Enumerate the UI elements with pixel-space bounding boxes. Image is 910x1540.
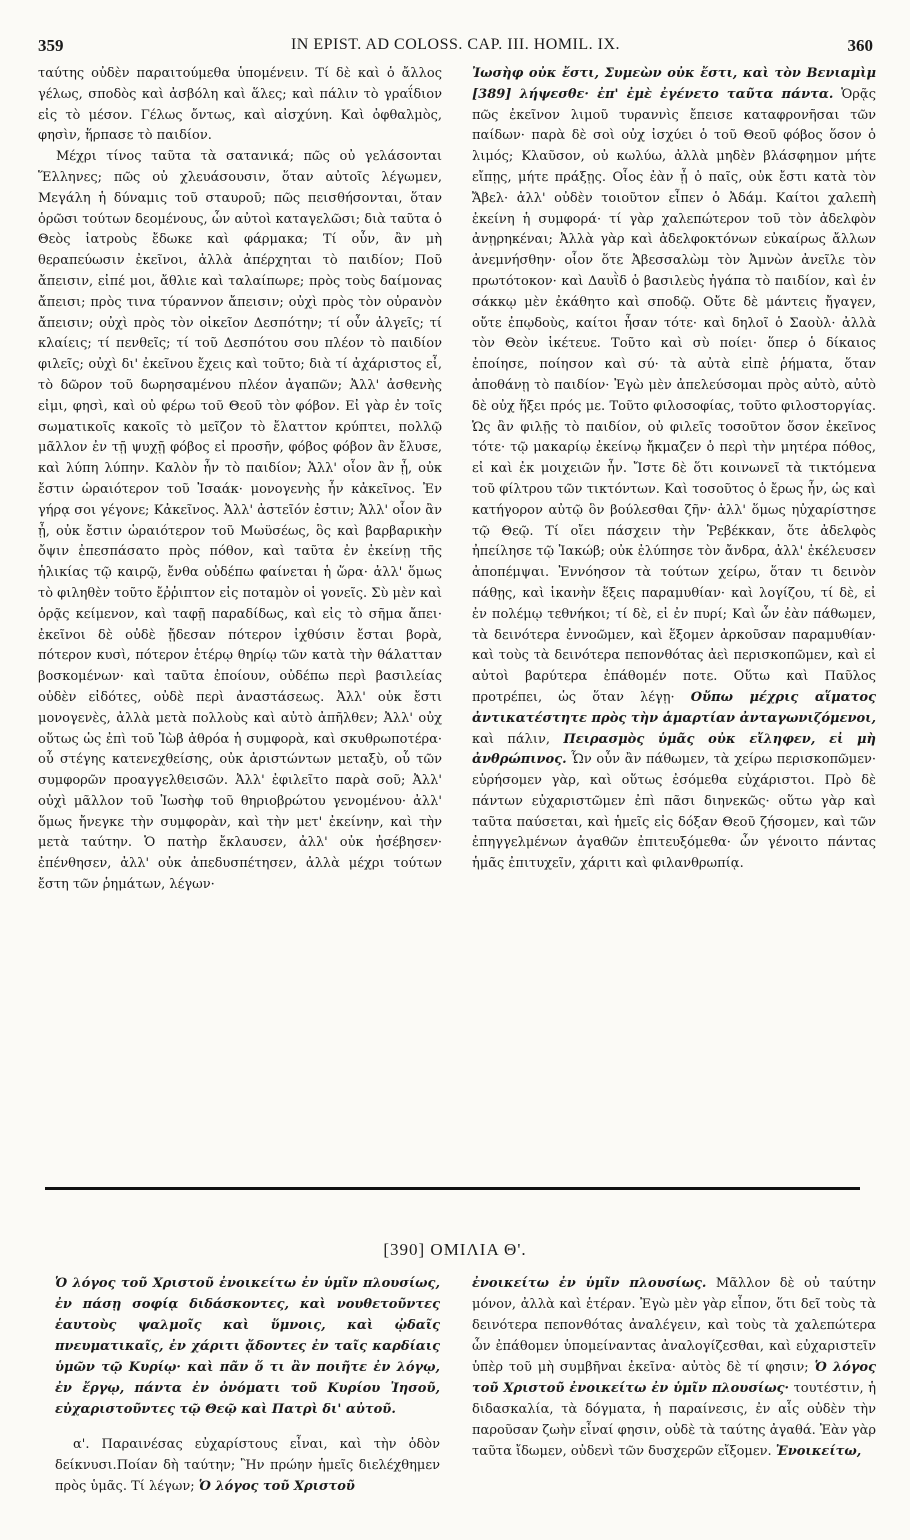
scripture-quote: Οὔπω μέχρις αἵματος ἀντικατέστητε πρὸς τὴν ἁμαρτίαν ἀνταγωνιζόμενοι,: [472, 689, 876, 726]
lower-left-column: [55, 1273, 440, 1497]
lower-right-column: [472, 1273, 876, 1462]
scripture-quote: Ὁ λόγος τοῦ Χριστοῦ: [198, 1479, 355, 1494]
page-number-right: 360: [847, 36, 873, 55]
body-text: Μᾶλλον δὲ οὐ ταύτην μόνον, ἀλλὰ καὶ ἑτέραν. Ἐγὼ μὲν γὰρ εἶπον, ὅτι δεῖ τοὺς τὰ δεινότερα πεπονθότας ἀναλέγειν, καὶ τοὺς τὰ χαλεπώτερα ὧν ἐπάθομεν ὑπομείναντας ἀναλογίζεσθαι, καὶ εὐχαριστεῖν ὑπὲρ τοῦ μὴ συμβῆναι ἐκεῖνα· αὐτὸς δὲ τί φησιν;: [472, 1276, 877, 1375]
body-text: Ὧν οὖν ἂν πάθωμεν, τὰ χείρω περισκοπῶμεν· εὑρήσομεν γὰρ, καὶ οὕτως ἐσόμεθα εὐχάριστοι. Πρὸ δὲ πάντων εὐχαριστῶμεν ἐπὶ πᾶσι διηνεκῶς· οὕτω γὰρ καὶ ταῦτα παύσεται, καὶ ἡμεῖς εἰς δόξαν Θεοῦ ζήσομεν, καὶ τῶν ἐπηγγελμένων ἀγαθῶν ἐπιτευξόμεθα· ὧν γένοιτο πάντας ἡμᾶς ἐπιτυχεῖν, χάριτι καὶ φιλανθρωπίᾳ.: [472, 752, 877, 872]
homily-heading: [390] ΟΜΙΛΙΑ Θ'.: [383, 1240, 527, 1259]
paragraph: [472, 1273, 876, 1462]
running-title: IN EPIST. AD COLOSS. CAP. III. HOMIL. IX.: [290, 36, 621, 53]
upper-left-column: [38, 64, 442, 896]
body-text: καὶ πάλιν,: [472, 731, 551, 747]
body-text: Ὁρᾷς πῶς ἐκεῖνον λιμοῦ τυραννὶς ἔπεισε καταφρονῆσαι τῶν παίδων· παρὰ δὲ σοὶ οὐχ ἰσχύει ὁ τοῦ Θεοῦ φόβος ὅσον ὁ λιμός; Κλαῦσον, οὐ κωλύω, ἀλλὰ μηδὲν βλάσφημον μήτε εἴπῃς, μήτε πράξῃς. Οἷος ἐὰν ᾖ ὁ παῖς, οὐκ ἔστι κατὰ τὸν Ἄβελ· ἀλλ' οὐδὲν τοιοῦτον εἶπεν ὁ Ἀδάμ. Καίτοι χαλεπὴ ἐκείνη ἡ συμφορά· τί γὰρ χαλεπώτερον τοῦ τὸν ἀδελφὸν ἀνῃρηκέναι; Ἀλλὰ γὰρ καὶ ἀδελφοκτόνων εὐκαίρως ἄλλων ἀνεμνήσθην· οἷον ὅτε Ἀβεσσαλὼμ τὸν Ἀμνὼν ἀνεῖλε τὸν πρωτότοκον· καὶ Δαυῒδ ὁ βασιλεὺς ἠγάπα τὸ παιδίον, καὶ ἐν σάκκῳ μὲν ἐκάθητο καὶ σποδῷ. Οὔτε δὲ μάντεις ἤγαγεν, οὔτε ἐπῳδοὺς, καίτοι ἦσαν τότε· καὶ δηλοῖ ὁ Σαοὺλ· ἀλλὰ τὸν Θεὸν ἱκέτευε. Τοῦτο καὶ σὺ ποίει· ὅπερ ὁ δίκαιος ἐποίησε, ποίησον καὶ σύ· τὰ αὐτὰ εἰπὲ ῥήματα, ὅταν ἀποθάνῃ τὸ παιδίον· Ἐγὼ μὲν ἀπελεύσομαι πρὸς αὐτὸ, αὐτὸ δὲ οὐχ ἥξει πρός με. Τοῦτο φιλοσοφίας, τοῦτο φιλοστοργίας. Ὡς ἂν φιλῇς τὸ παιδίον, οὐ φιλεῖς τοσοῦτον ὅσον ἐκεῖνος τότε· τῷ μακαρίῳ ἐκείνῳ ἤκμαζεν ὁ περὶ τὴν μητέρα πόθος, εἰ καὶ ἐκ μοιχειῶν ἦν. Ἴστε δὲ ὅτι κοινωνεῖ τὰ τικτόμενα τοῦ φίλτρου τῶν τικτόντων. Καὶ τοσοῦτος ὁ ἔρως ἦν, ὡς καὶ κατήγορον αὐτῷ ὃν βούλεσθαι ζῆν· ἀλλ' ὅμως ηὐχαρίστησε τῷ Θεῷ. Τί οἴει πάσχειν τὴν Ῥεβέκκαν, ὅτε ἀδελφὸς ἠπείλησε τῷ Ἰακώβ; οὐκ ἐλύπησε τὸν ἄνδρα, ἀλλ' ἐκέλευσεν ἀποπέμψαι. Ἐννόησον τὰ τούτων χείρω, ὅταν τι δεινὸν πάθῃς, καὶ ἱκανὴν ἕξεις παραμυθίαν· καὶ λογίζου, τί δὲ, εἰ ἐν πολέμῳ τεθνήκοι; τί δὲ, εἰ ἐν πυρί; Καὶ ὧν ἐὰν πάθωμεν, τὰ δεινότερα ἐννοῶμεν, καὶ ἕξομεν ἀρκοῦσαν παραμυθίαν· καὶ τοὺς τὰ δεινότερα πεπονθότας ἀεὶ περισκοπῶμεν, καὶ εἰ αὐτοὶ βαρύτερα ἐπάθομέν ποτε. Οὕτω καὶ Παῦλος προτρέπει, ὡς ὅταν λέγῃ·: [472, 86, 876, 705]
scripture-quote: Ἐνοικείτω,: [775, 1444, 862, 1459]
scripture-quote: Ὁ λόγος τοῦ Χριστοῦ ἐνοικείτω ἐν ὑμῖν πλουσίως·: [472, 1360, 876, 1396]
upper-right-column: [472, 64, 876, 875]
scripture-quote: Πειρασμὸς ὑμᾶς οὐκ εἴληφεν, εἰ μὴ ἀνθρώπινος.: [472, 731, 876, 768]
body-text: α'. Παραινέσας εὐχαρίστους εἶναι, καὶ τὴν ὁδὸν δείκνυσι.Ποίαν δὴ ταύτην; Ἣν πρώην ἡμεῖς διελέχθημεν πρὸς ὑμᾶς. Τί λέγων;: [55, 1437, 440, 1494]
section-divider: [45, 1187, 860, 1190]
paragraph: [472, 64, 876, 875]
scripture-lemma: Ὁ λόγος τοῦ Χριστοῦ ἐνοικείτω ἐν ὑμῖν πλουσίως, ἐν πάσῃ σοφίᾳ διδάσκοντες, καὶ νουθετοῦντες ἑαυτοὺς ψαλμοῖς καὶ ὕμνοις, καὶ ᾠδαῖς πνευματικαῖς, ἐν χάριτι ᾄδοντες ἐν ταῖς καρδίαις ὑμῶν τῷ Κυρίῳ· καὶ πᾶν ὅ τι ἂν ποιῆτε ἐν λόγῳ, ἐν ἔργῳ, πάντα ἐν ὀνόματι τοῦ Κυρίου Ἰησοῦ, εὐχαριστοῦντες τῷ Θεῷ καὶ Πατρὶ δι' αὐτοῦ.: [55, 1276, 440, 1417]
paragraph: [55, 1434, 440, 1497]
body-text: τουτέστιν, ἡ διδασκαλία, τὰ δόγματα, ἡ παραίνεσις, ἐν αἷς οὐδὲν τὴν παροῦσαν ζωὴν εἶναί φησιν, οὐδὲ τὰ ταύτης ἀγαθά. Ἐὰν γὰρ ταῦτα ἴδωμεν, οὐδενὶ τῶν δυσχερῶν εἴξομεν.: [472, 1381, 877, 1459]
running-head: [38, 36, 873, 58]
paragraph: Μέχρι τίνος ταῦτα τὰ σατανικά; πῶς οὐ γελάσονται Ἕλληνες; πῶς οὐ χλευάσουσιν, ὅταν αὐτοῖς λέγωμεν, Μεγάλη ἡ δύναμις τοῦ σταυροῦ; πῶς πεισθήσονται, ὅταν ὁρῶσι τούτων δεομένους, ὧν αὐτοὶ καταγελῶσι; διὰ ταῦτα ὁ Θεὸς ἰατροὺς ἔδωκε καὶ φάρμακα; Τί οὖν, ἂν μὴ θεραπεύωσιν ἐκεῖνοι, ἀλλὰ ἀπέρχηται τὸ παιδίον; Ποῦ ἄπεισιν, εἰπέ μοι, ἄθλιε καὶ ταλαίπωρε; πρὸς τοὺς δαίμονας ἄπεισι; πρὸς τινα τύραννον ἄπεισιν; οὐχὶ πρὸς τὸν οὐρανὸν ἄπεισιν; οὐχὶ πρὸς τὸν οἰκεῖον Δεσπότην; τί οὖν ἀλγεῖς; τί κλαίεις; τί πενθεῖς; τί τοῦ Δεσπότου σου πλέον τὸ παιδίον φιλεῖς; οὐχὶ δι' ἐκεῖνου ἔχεις καὶ τοῦτο; διὰ τί ἀχάριστος εἶ, τὸ δῶρον τοῦ δωρησαμένου πλέον ἀγαπῶν; Ἀλλ' ἀσθενὴς εἰμι, φησὶ, καὶ οὐ φέρω τοῦ Θεοῦ τὸν φόβον. Εἰ γὰρ ἐν τοῖς σωματικοῖς κακοῖς τὸ μεῖζον τὸ ἔλαττον κρύπτει, πολλῷ μᾶλλον ἐν τῇ ψυχῇ φόβος εἰ προσῆν, φόβος φόβον ἂν ἔλυσε, καὶ λύπη λύπην. Καλὸν ἦν τὸ παιδίον; Ἀλλ' οἷον ἂν ᾖ, οὐκ ἔστιν ὡραιότερον τοῦ Ἰσαάκ· μονογενὴς ἦν κἀκεῖνος. Ἐν γήρᾳ σοι γέγονε; Κἀκεῖνος. Ἀλλ' ἀστεῖόν ἐστιν; Ἀλλ' οἷον ἂν ᾖ, οὐκ ἔστιν ὡραιότερον τοῦ Μωϋσέως, ὃς καὶ βαρβαρικὴν ὄψιν ἐπεσπάσατο πρὸς πόθον, καὶ ταῦτα ἐν ἐκείνῃ τῆς ἡλικίας τῷ καιρῷ, ἔνθα οὐδέπω φαίνεται ἡ ὥρα· ἀλλ' ὅμως τὸ φιληθὲν τοῦτο ἔῤῥιπτον εἰς ποταμὸν οἱ γονεῖς. Σὺ μὲν καὶ ὁρᾷς κείμενον, καὶ ταφῇ παραδίδως, καὶ εἰς τὸ σῆμα ἄπει· ἐκεῖνοι δὲ οὐδὲ ᾔδεσαν πότερον ἰχθύσιν ἔσται βορὰ, πότερον κυσὶ, πότερον ἑτέρῳ θηρίῳ τῶν κατὰ τὴν θάλατταν βοσκομένων· καὶ ταῦτα ἐποίουν, οὐδέπω περὶ βασιλείας οὐδὲν εἰδότες, οὐδὲ περὶ ἀναστάσεως. Ἀλλ' οὐκ ἔστι μονογενὲς, ἀλλὰ μετὰ πολλοὺς καὶ αὐτὸ ἀπῆλθεν; Ἀλλ' οὐχ οὕτως ὡς ἐπὶ τοῦ Ἰὼβ ἀθρόα ἡ συμφορὰ, καὶ σκυθρωποτέρα· οὗ στέγης κατενεχθείσης, οὐκ ἀριστώντων μεταξὺ, οὗ τῶν συμφορῶν προαγγελθεισῶν. Ἀλλ' ἐφιλεῖτο παρὰ σοῦ; Ἀλλ' οὐχὶ μᾶλλον τοῦ Ἰωσὴφ τοῦ θηριοβρώτου γενομένου· ἀλλ' ὅμως ἤνεγκε τὴν συμφορὰν, καὶ τὴν μετ' ἐκείνην, καὶ τὴν μετὰ ταύτην. Ὁ πατὴρ ἔκλαυσεν, ἀλλ' οὐκ ἠσέβησεν· ἐπένθησεν, ἀλλ' οὐκ ἀπεδυσπέτησεν, ἀλλὰ μέχρι τούτων ἔστη τῶν ῥημάτων, λέγων·: [38, 149, 442, 893]
page-number-left: 359: [38, 36, 64, 55]
scripture-quote: ἐνοικείτω ἐν ὑμῖν πλουσίως.: [472, 1276, 707, 1291]
paragraph: ταύτης οὐδὲν παραιτούμεθα ὑπομένειν. Τί δὲ καὶ ὁ ἄλλος γέλως, σποδὸς καὶ ἀσβόλη καὶ ἅλες; καὶ πάλιν τὸ γραΐδιον εἰς τὸ μέσον. Γέλως ὄντως, καὶ αἰσχύνη. Καὶ ὀφθαλμὸς, φησὶν, ἥρπασε τὸ παιδίον.: [38, 66, 442, 144]
scripture-quote: Ἰωσὴφ οὐκ ἔστι, Συμεὼν οὐκ ἔστι, καὶ τὸν Βενιαμὶμ [389] λήψεσθε· ἐπ' ἐμὲ ἐγένετο ταῦτα πάντα.: [472, 66, 876, 102]
